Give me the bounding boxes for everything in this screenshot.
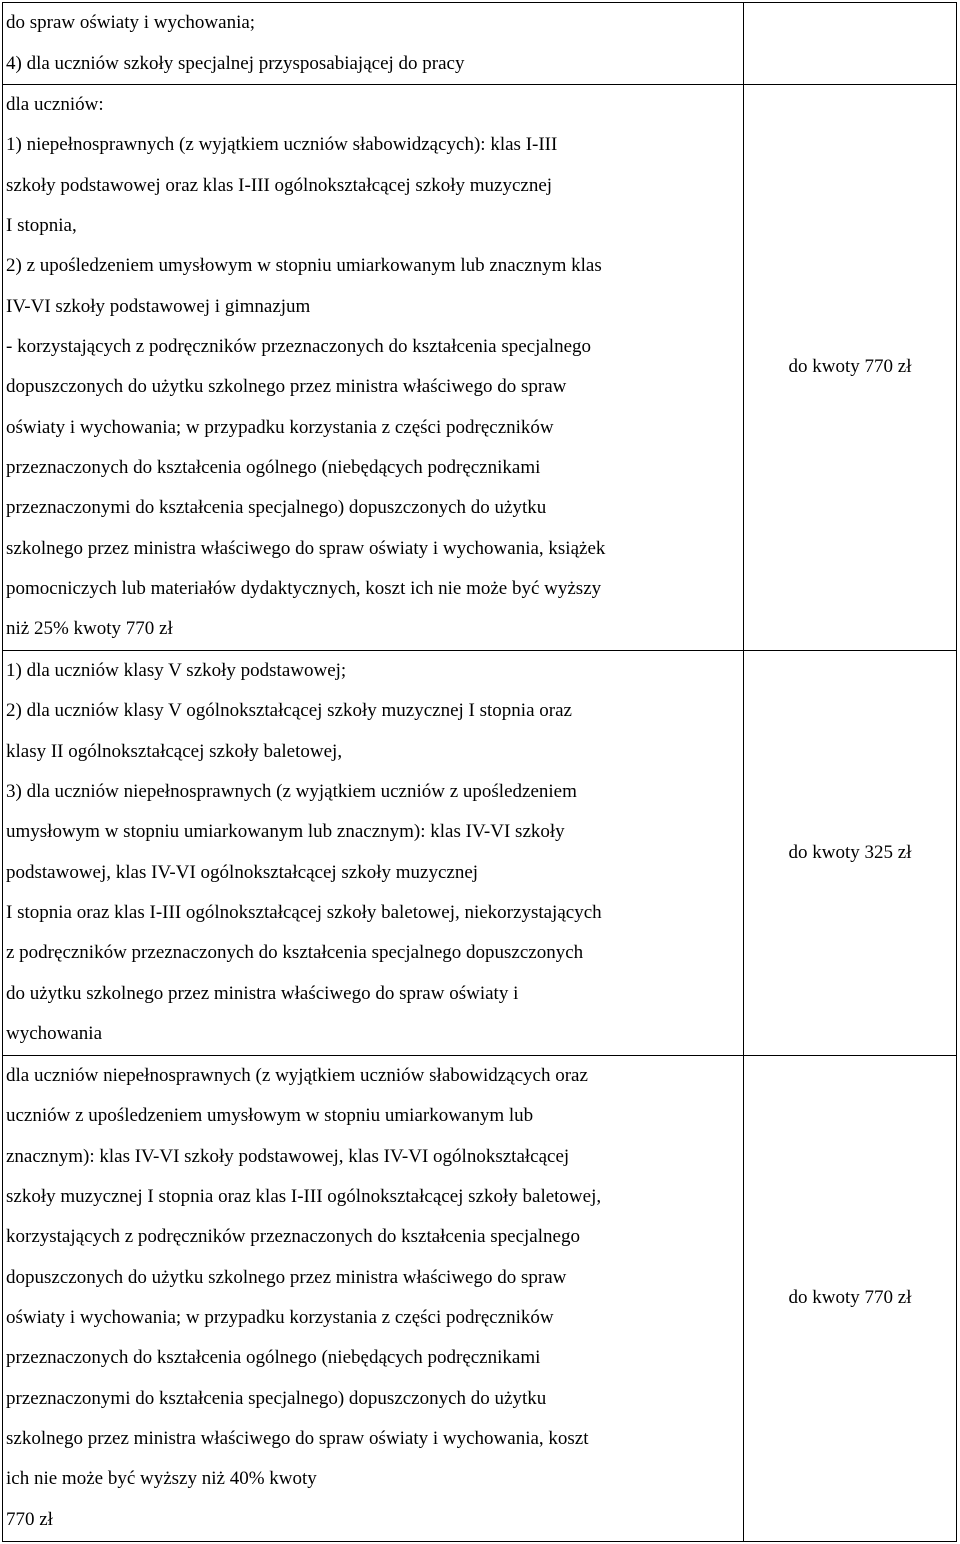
text-line: 1) dla uczniów klasy V szkoły podstawowej; — [6, 659, 347, 681]
text-line: szkoły podstawowej oraz klas I-III ogólnokształcącej szkoły muzycznej — [6, 174, 553, 196]
text-line: I stopnia, — [6, 215, 77, 237]
text-line: przeznaczonych do kształcenia ogólnego (niebędących podręcznikami — [6, 457, 541, 479]
text-line: oświaty i wychowania; w przypadku korzystania z części podręczników — [6, 416, 554, 438]
text-line: 2) z upośledzeniem umysłowym w stopniu umiarkowanym lub znacznym klas — [6, 255, 602, 277]
text-line: przeznaczonymi do kształcenia specjalnego) dopuszczonych do użytku — [6, 497, 547, 519]
text-line: 4) dla uczniów szkoły specjalnej przysposabiającej do pracy — [6, 52, 465, 74]
text-line: wychowania — [6, 1022, 103, 1044]
text-line: niż 25% kwoty 770 zł — [6, 618, 173, 640]
text-line: szkoły muzycznej I stopnia oraz klas I-III ogólnokształcącej szkoły baletowej, — [6, 1185, 602, 1207]
text-line: umysłowym w stopniu umiarkowanym lub znacznym): klas IV-VI szkoły — [6, 821, 565, 843]
text-line: oświaty i wychowania; w przypadku korzystania z części podręczników — [6, 1306, 554, 1328]
text-line: 3) dla uczniów niepełnosprawnych (z wyjątkiem uczniów z upośledzeniem — [6, 780, 577, 802]
text-line: do spraw oświaty i wychowania; — [6, 12, 256, 33]
text-line: klasy II ogólnokształcącej szkoły baletowej, — [6, 740, 343, 762]
amount-cell — [744, 3, 957, 85]
text-line: podstawowej, klas IV-VI ogólnokształcącej szkoły muzycznej — [6, 861, 479, 883]
text-line: dopuszczonych do użytku szkolnego przez ministra właściwego do spraw — [6, 376, 567, 398]
text-line: dopuszczonych do użytku szkolnego przez ministra właściwego do spraw — [6, 1266, 567, 1288]
text-line: ich nie może być wyższy niż 40% kwoty — [6, 1468, 317, 1490]
text-line: 2) dla uczniów klasy V ogólnokształcącej szkoły muzycznej I stopnia oraz — [6, 700, 572, 722]
text-line: I stopnia oraz klas I-III ogólnokształcącej szkoły baletowej, niekorzystających — [6, 901, 602, 923]
text-line: przeznaczonymi do kształcenia specjalnego) dopuszczonych do użytku — [6, 1387, 547, 1409]
text-line: pomocniczych lub materiałów dydaktycznych, koszt ich nie może być wyższy — [6, 578, 602, 600]
description-cell — [3, 3, 744, 85]
amount-cell: do kwoty 770 zł — [744, 1055, 957, 1541]
text-line: szkolnego przez ministra właściwego do spraw oświaty i wychowania, książek — [6, 537, 606, 559]
text-line: dla uczniów niepełnosprawnych (z wyjątkiem uczniów słabowidzących oraz — [6, 1064, 588, 1086]
text-line: znacznym): klas IV-VI szkoły podstawowej, klas IV-VI ogólnokształcącej — [6, 1145, 570, 1167]
text-line: dla uczniów: — [6, 94, 104, 115]
table-row — [3, 85, 957, 651]
text-line: korzystających z podręczników przeznaczonych do kształcenia specjalnego — [6, 1226, 580, 1248]
text-line: 770 zł — [6, 1508, 53, 1530]
table-body — [3, 3, 957, 1542]
text-line: 1) niepełnosprawnych (z wyjątkiem uczniów słabowidzących): klas I-III — [6, 134, 558, 156]
description-cell — [3, 1055, 744, 1541]
document-table — [2, 2, 957, 1542]
text-line: szkolnego przez ministra właściwego do spraw oświaty i wychowania, koszt — [6, 1427, 589, 1449]
description-cell — [3, 85, 744, 651]
amount-cell: do kwoty 325 zł — [744, 650, 957, 1055]
description-cell — [3, 650, 744, 1055]
amount-cell: do kwoty 770 zł — [744, 85, 957, 651]
table-row — [3, 650, 957, 1055]
text-line: z podręczników przeznaczonych do kształcenia specjalnego dopuszczonych — [6, 942, 584, 964]
text-line: - korzystających z podręczników przeznaczonych do kształcenia specjalnego — [6, 336, 592, 358]
table-row — [3, 3, 957, 85]
text-line: przeznaczonych do kształcenia ogólnego (niebędących podręcznikami — [6, 1347, 541, 1369]
table-row — [3, 1055, 957, 1541]
text-line: do użytku szkolnego przez ministra właściwego do spraw oświaty i — [6, 982, 519, 1004]
text-line: IV-VI szkoły podstawowej i gimnazjum — [6, 295, 311, 317]
text-line: uczniów z upośledzeniem umysłowym w stopniu umiarkowanym lub — [6, 1105, 534, 1127]
